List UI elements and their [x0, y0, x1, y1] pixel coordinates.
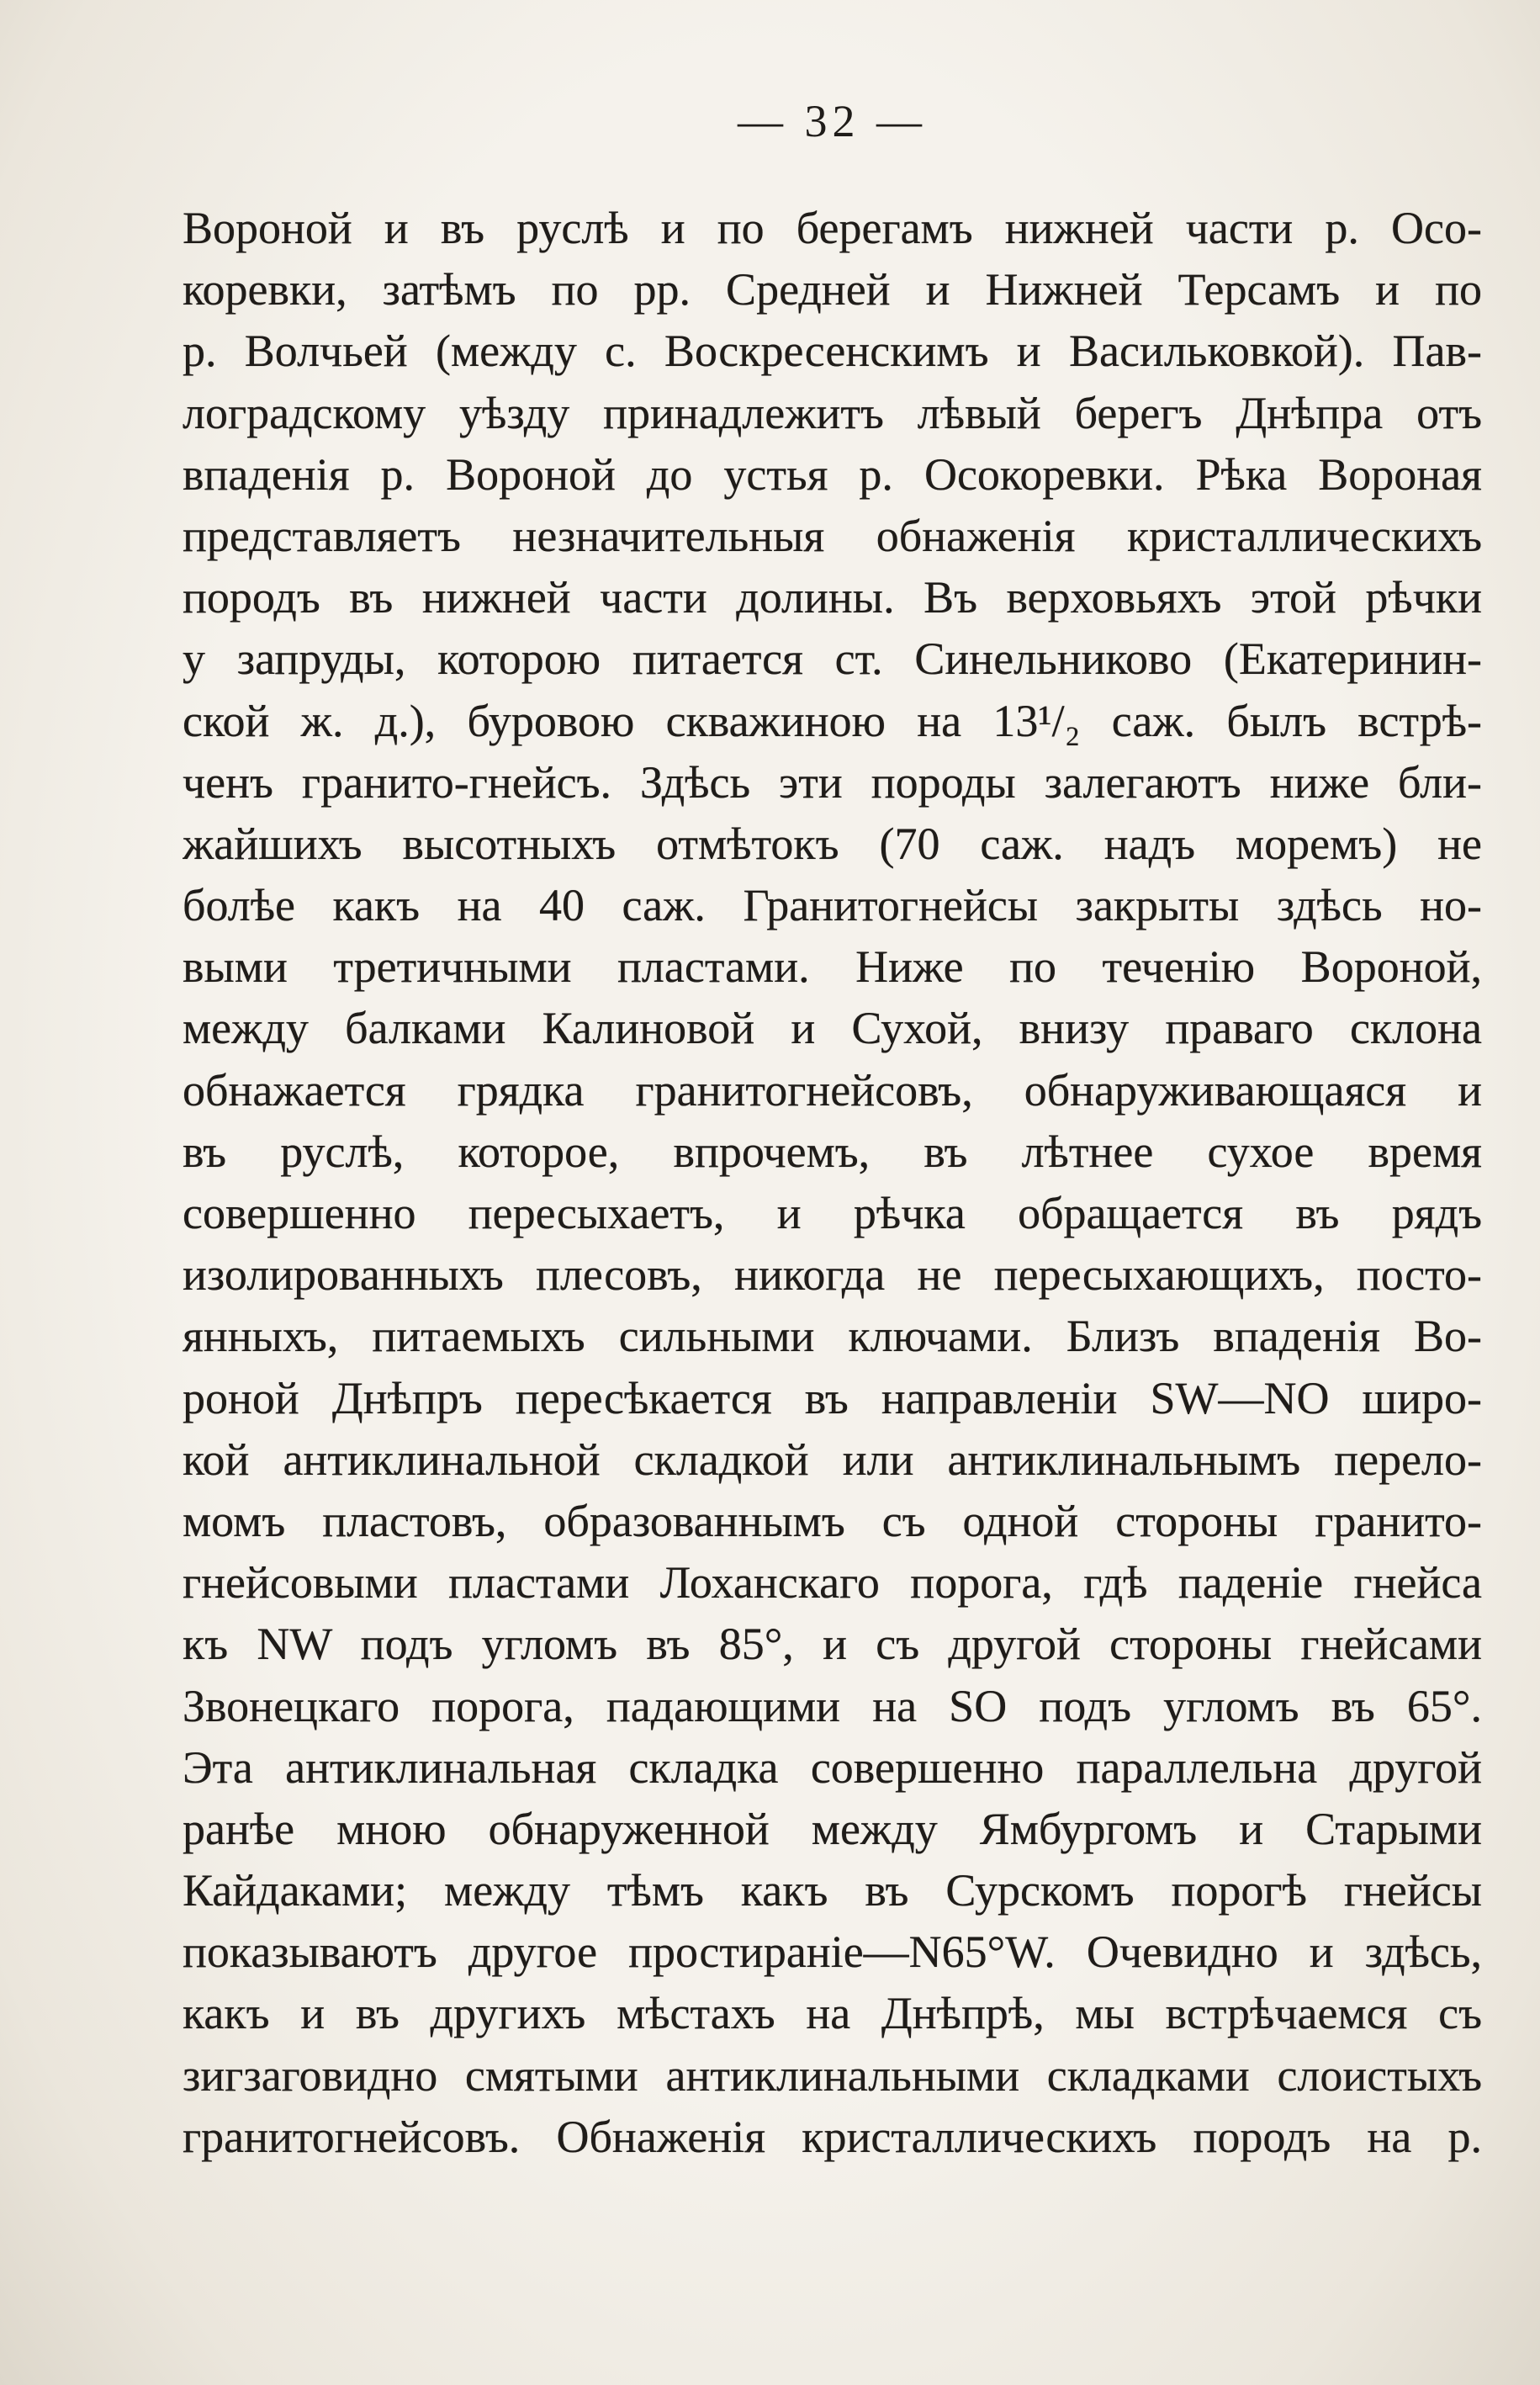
text-line-23: гнейсовыми пластами Лоханскаго порога, гдѣ паденіе гнейса — [183, 1557, 1482, 1609]
text-line-13: выми третичными пластами. Ниже по теченію Вороной, — [183, 941, 1482, 993]
text-line-5: впаденія р. Вороной до устья р. Осокоревки. Рѣка Вороная — [183, 448, 1482, 500]
page-body — [183, 198, 1482, 2168]
text-line-2: коревки, затѣмъ по рр. Средней и Нижней Терсамъ и по — [183, 264, 1482, 315]
text-line-22: момъ пластовъ, образованнымъ съ одной стороны гранито- — [183, 1495, 1482, 1546]
text-line-20: роной Днѣпръ пересѣкается въ направленіи SW—NO широ- — [183, 1372, 1482, 1423]
text-line-4: лоградскому уѣзду принадлежитъ лѣвый берегъ Днѣпра отъ — [183, 387, 1482, 438]
text-line-27: ранѣе мною обнаруженной между Ямбургомъ и Старыми — [183, 1803, 1482, 1854]
text-line-19: янныхъ, питаемыхъ сильными ключами. Близъ впаденія Во- — [183, 1311, 1482, 1362]
text-line-15: обнажается грядка гранитогнейсовъ, обнаруживающаяся и — [183, 1064, 1482, 1116]
text-line-10: ченъ гранито-гнейсъ. Здѣсь эти породы залегаютъ ниже бли- — [183, 756, 1482, 808]
text-line-21: кой антиклинальной складкой или антиклинальнымъ перело- — [183, 1434, 1482, 1485]
text-line-28: Кайдаками; между тѣмъ какъ въ Сурскомъ порогѣ гнейсы — [183, 1865, 1482, 1916]
text-line-18: изолированныхъ плесовъ, никогда не пересыхающихъ, посто- — [183, 1249, 1482, 1301]
text-line-11: жайшихъ высотныхъ отмѣтокъ (70 саж. надъ моремъ) не — [183, 818, 1482, 869]
text-line-31: зигзаговидно смятыми антиклинальными складками слоистыхъ — [183, 2049, 1482, 2101]
text-line-30: какъ и въ другихъ мѣстахъ на Днѣпрѣ, мы встрѣчаемся съ — [183, 1988, 1482, 2039]
text-line-1: Вороной и въ руслѣ и по берегамъ нижней части р. Осо- — [183, 203, 1482, 253]
text-line-9: ской ж. д.), буровою скважиною на 13¹/₂ саж. былъ встрѣ- — [183, 695, 1482, 746]
text-line-14: между балками Калиновой и Сухой, внизу праваго склона — [183, 1003, 1482, 1054]
text-line-3: р. Волчьей (между с. Воскресенскимъ и Васильковкой). Пав- — [183, 326, 1482, 377]
text-line-25: Звонецкаго порога, падающими на SO подъ угломъ въ 65°. — [183, 1680, 1482, 1731]
text-line-32: гранитогнейсовъ. Обнаженія кристаллическихъ породъ на р. — [183, 2111, 1482, 2162]
text-line-24: къ NW подъ угломъ въ 85°, и съ другой стороны гнейсами — [183, 1619, 1482, 1670]
text-line-17: совершенно пересыхаетъ, и рѣчка обращается въ рядъ — [183, 1188, 1482, 1238]
page-number: — 32 — — [738, 96, 927, 146]
text-line-26: Эта антиклинальная складка совершенно параллельна другой — [183, 1741, 1482, 1793]
text-line-7: породъ въ нижней части долины. Въ верховьяхъ этой рѣчки — [183, 572, 1482, 623]
text-line-8: у запруды, которою питается ст. Синельниково (Екатеринин- — [183, 633, 1482, 685]
text-line-12: болѣе какъ на 40 саж. Гранитогнейсы закрыты здѣсь но- — [183, 880, 1482, 931]
text-line-6: представляетъ незначительныя обнаженія кристаллическихъ — [183, 510, 1482, 561]
text-line-29: показываютъ другое простираніе—N65°W. Очевидно и здѣсь, — [183, 1927, 1482, 1978]
text-line-16: въ руслѣ, которое, впрочемъ, въ лѣтнее сухое время — [183, 1126, 1482, 1177]
